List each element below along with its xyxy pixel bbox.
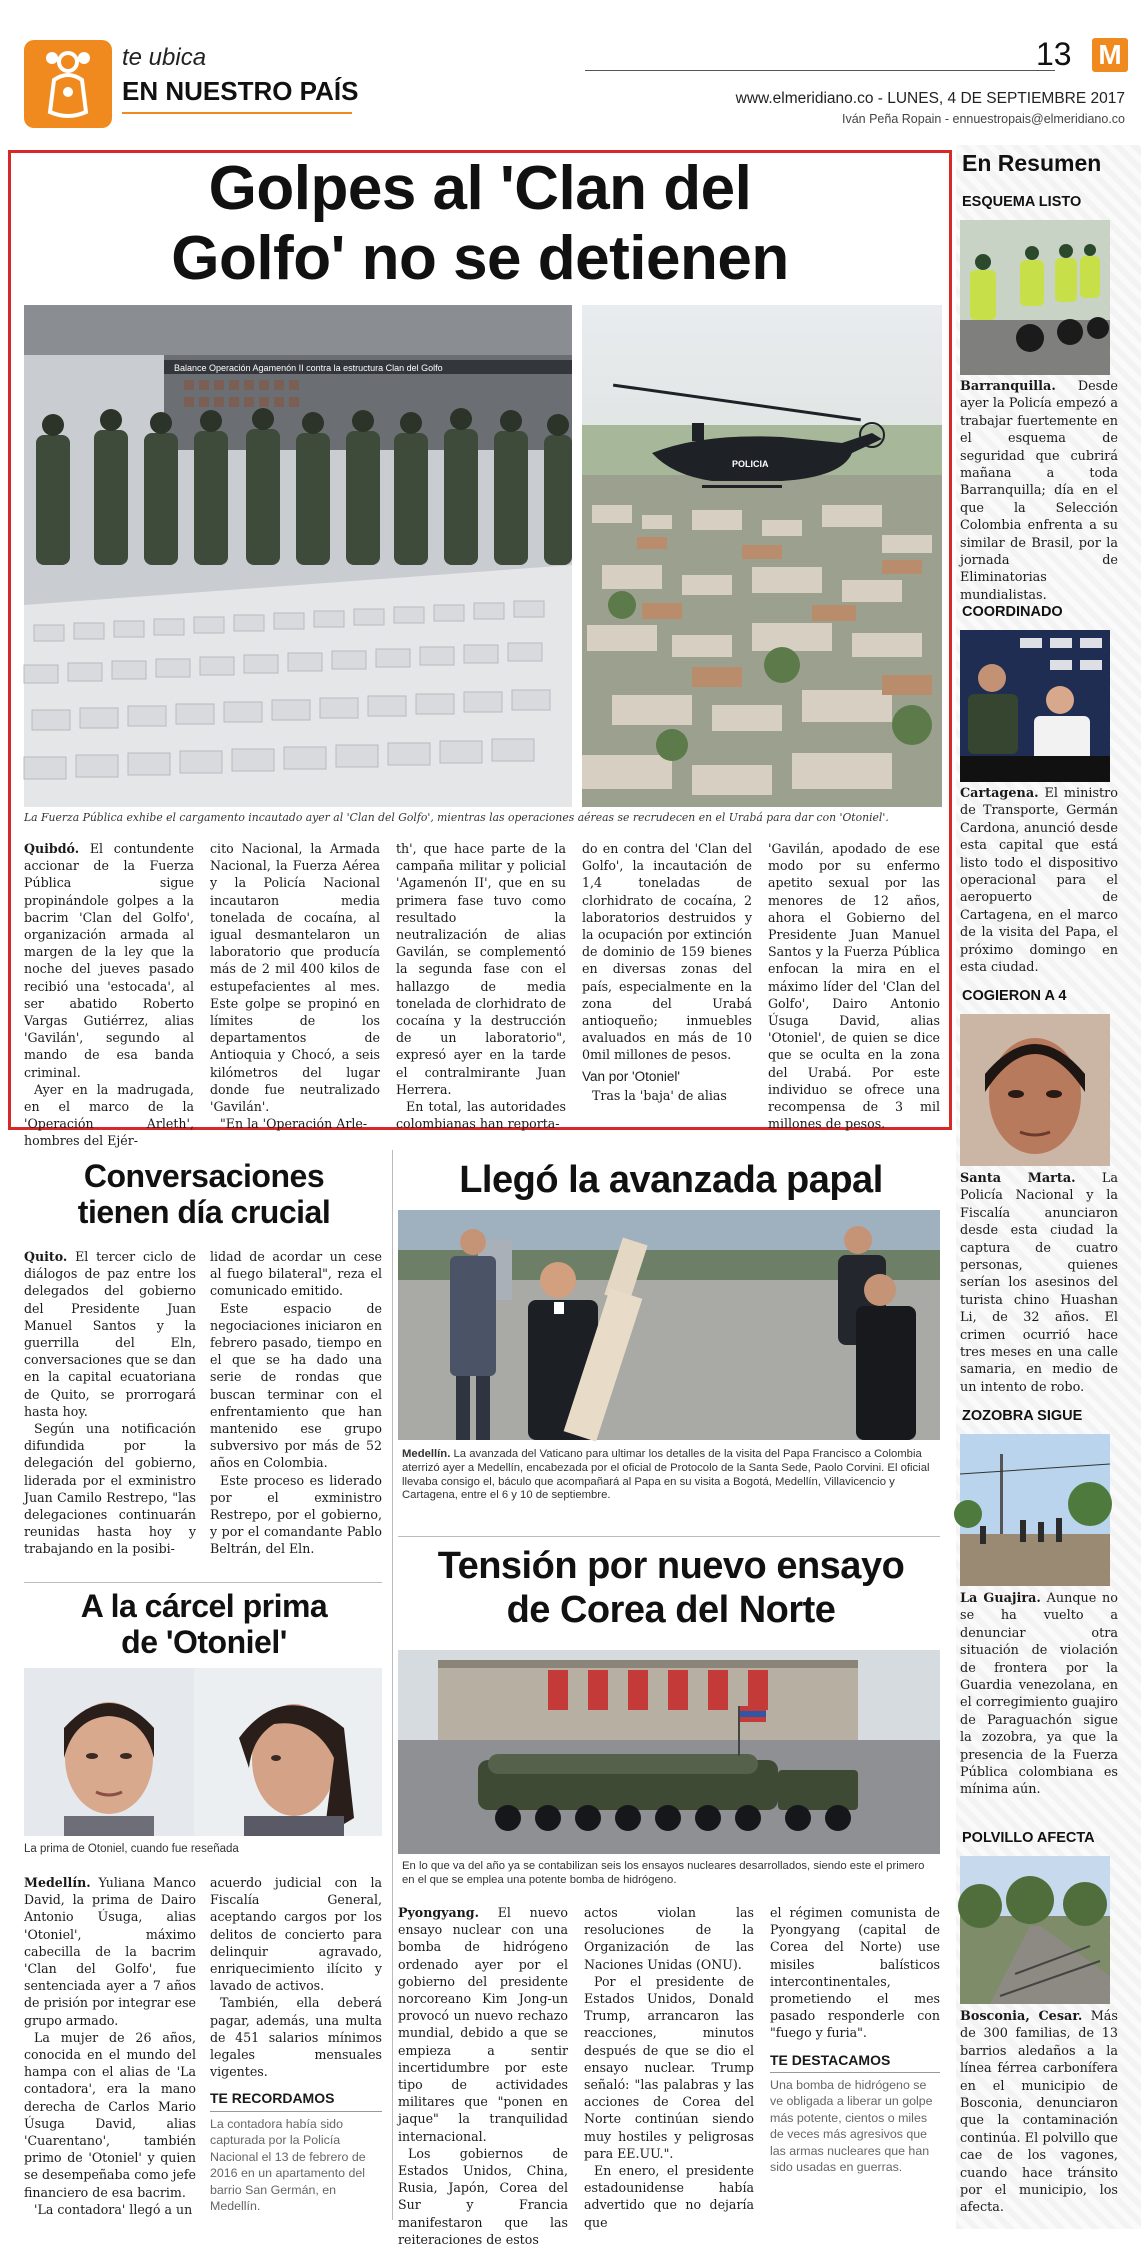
sidebar-item-4-lead: Bosconia, Cesar. [960,2009,1083,2024]
lead-col-1 [24,840,194,1149]
byline: Iván Peña Ropain - ennuestropais@elmeridiano.co [842,112,1125,126]
left-divider [24,1582,382,1583]
dateline-quito: Quito. [24,1249,68,1264]
subhead-otoniel: Van por 'Otoniel' [582,1068,680,1084]
logo-m: M [1092,38,1128,72]
section-small-label: te ubica [122,44,207,71]
papal-photo [398,1210,940,1440]
banner-text: Balance Operación Agamenón II contra la estructura Clan del Golfo [174,363,443,373]
corea-col-2 [584,1904,754,2230]
prima-headline [14,1588,394,1660]
helicopter-label: POLICIA [732,459,769,469]
conversaciones-col-2 [210,1248,382,1576]
corea-col-1-text-b: Los gobiernos de Estados Unidos, China, Rusia, Japón, Corea del Sur y Francia manifestaron que las reiteraciones de estos [398,2145,568,2247]
te-destacamos-head: TE DESTACAMOS [770,2052,940,2073]
page-number: 13 [1036,36,1072,72]
lead-col-4-text: do en contra del 'Clan del Golfo', la incautación de 1,4 toneladas de clorhidrato de cocaína, 2 laboratorios destruidos y la ocupación por extinción de dominio de 159 bienes en diversas zonas del país, especialmente en la zona del Urabá antioqueño; inmuebles avaluados en más de 10 0mil millones de pesos. [582,841,752,1063]
conversaciones-col-1 [24,1248,196,1576]
prima-caption: La prima de Otoniel, cuando fue reseñada [24,1843,239,1855]
prima-col-1-text-b: La mujer de 26 años, conocida en el mundo del hampa con el alias de 'La contadora', era la mano derecha de Carlos Mario Úsuga David, alias 'Cuarentano', también primo de 'Otoniel' y quien se desempeñaba como jefe financiero de esa bacrim. [24,2029,196,2200]
corea-col-1-text: El nuevo ensayo nuclear con una bomba de hidrógeno ordenado ayer por el gobierno del presidente norcoreano Kim Jong-un provocó un nuevo rechazo mundial, debido a que se empieza a sentir incertidumbre por este tipo de actividades militares que "ponen en jaque" la tranquilidad internacional. [398,1905,568,2144]
conversaciones-headline [14,1158,394,1230]
corea-col-2-text-b: Por el presidente de Estados Unidos, Donald Trump, arrancaron las reacciones, minutos después de que se dio el ensayo nuclear. Trump señaló: "las palabras y las acciones de Corea del Norte continúan siendo muy hostiles y peligrosas para EE.UU.". [584,1973,754,2161]
lead-col-1-text-b: Ayer en la madrugada, en el marco de la 'Operación Arleth', hombres del Ejér- [24,1081,194,1149]
lead-col-3-text-b: En total, las autoridades colombianas han reporta- [396,1099,566,1132]
lead-col-2-text-b: "En la 'Operación Arle- [220,1116,368,1132]
corea-headline [396,1544,946,1632]
header-rule [122,112,352,114]
conversaciones-line1: Conversaciones [83,1158,325,1194]
helicopter-photo [582,305,942,807]
conversaciones-col-1-text: El tercer ciclo de diálogos de paz entre los delegados del gobierno del Presidente Juan Manuel Santos y la guerrilla del Eln, conversaciones que se dan en la capital ecuatoriana de Quito, se prorrogará hasta hoy. [24,1249,196,1419]
figure-icon [24,40,112,128]
prima-line2: de 'Otoniel' [121,1624,287,1660]
sidebar-item-1-body: El ministro de Transporte, Germán Cardona, anunció desde esta capital que está listo todo el dispositivo operacional para el aeropuerto de Cartagena, en el marco de la visita del Papa, el próximo domingo en esta ciudad. [960,786,1118,976]
papal-caption-lead: Medellín. [402,1448,451,1460]
sidebar-item-2-lead: Santa Marta. [960,1171,1076,1186]
conversaciones-line2: tienen día crucial [77,1194,331,1230]
sidebar-item-0-lead: Barranquilla. [960,379,1056,394]
sidebar-item-3-text [960,1590,1118,1822]
police-motorcycles-photo [960,220,1110,375]
center-divider [398,1536,940,1537]
suspect-photo [960,1014,1110,1166]
lead-col-3-text: th', que hace parte de la campaña militar y policial 'Agamenón II', que en su primera fase tuvo como resultado la neutralización de alias Gavilán, se complementó la segunda fase con el hallazgo de media tonelada de clorhidrato de cocaína y la destrucción de un laboratorio", expresó ayer en la tarde el contralmirante Juan Herrera. [396,841,566,1097]
dateline-pyongyang: Pyongyang. [398,1905,479,1920]
corea-caption: En lo que va del año ya se contabilizan seis los ensayos nucleares desarrollados, siendo este el primero en el que se emplea una potente bomba de hidrógeno. [402,1860,925,1886]
sidebar-item-1-head: COORDINADO [962,604,1063,620]
lead-col-1-text: El contundente accionar de la Fuerza Pública sigue propinándole golpes a la bacrim 'Clan del Golfo', organización armada al margen de la ley que la noche del jueves pasado recibió una 'estocada', al ser abatido Roberto Vargas Gutiérrez, alias 'Gavilán', segundo al mando de esa banda criminal. [24,841,194,1080]
lead-col-4 [582,840,752,1122]
sidebar-item-3-body: Aunque no se ha vuelto a denunciar otra situación de violación de frontera por la Guardia venezolana, en el corregimiento guajiro de Paraguachón sigue la zozobra, ya que la presencia de la Fuerza Pública colombiana es mínima aún. [960,1591,1118,1798]
section-big-label: EN NUESTRO PAÍS [122,76,359,106]
corea-col-3 [770,1904,940,2224]
corea-col-2-text: actos violan las resoluciones de la Organización de las Naciones Unidas (ONU). [584,1905,754,1972]
lead-col-2 [210,840,380,1132]
lead-col-3 [396,840,566,1132]
corea-col-1 [398,1904,568,2247]
dateline-quibdo: Quibdó. [24,841,80,856]
corea-col-3-text: el régimen comunista de Pyongyang (capital de Corea del Norte) use misiles balísticos intercontinentales, prometiendo el mes pasado responderle con "fuego y furia". [770,1905,940,2041]
top-rule [585,70,1055,71]
lead-col-5 [768,840,940,1132]
conversaciones-col-1-text-b: Según una notificación difundida por la delegación del gobierno, liderada por el exministro Juan Camilo Restrepo, "las delegaciones continuarán reunidas hasta hoy y trabajando en la posibi- [24,1421,196,1557]
sidebar-item-3-head: ZOZOBRA SIGUE [962,1408,1083,1424]
corea-line2: de Corea del Norte [506,1589,836,1631]
lead-col-5-text: 'Gavilán, apodado de ese modo por su enfermo apetito sexual por las menores de 12 años, ahora el Gobierno del Presidente Juan Manuel Santos y la Fuerza Pública enfocan la mira en el máximo líder del 'Clan del Golfo', Dairo Antonio Úsuga David, alias 'Otoniel', de quien se dice que se oculta en la zona del Urabá. Por este individuo se ofrece una recompensa de 3 mil millones de pesos. [768,841,940,1132]
sidebar-item-3-lead: La Guajira. [960,1591,1041,1606]
minister-press-photo [960,630,1110,782]
papal-headline: Llegó la avanzada papal [459,1159,883,1201]
prima-col-2-text: acuerdo judicial con la Fiscalía General, aceptando cargos por los delitos de concierto para delinquir agravado, enriquecimiento ilícito y lavado de activos. [210,1875,382,1994]
papal-caption-text: La avanzada del Vaticano para ultimar los detalles de la visita del Papa Francisco a Colombia aterrizó ayer a Medellín, encabezada por el oficial de Protocolo de la Santa Sede, Paolo Corvini. El oficial llevaba consigo el, báculo que acompañará al Papa en su visita a Bogotá, Medellín, Villavicencio y Cartagena, entre el 6 y 10 de septiembre. [402,1448,930,1502]
te-recordamos-text: La contadora había sido capturada por la Policía Nacional el 13 de febrero de 2016 en un apartamento del barrio San Germán, en Medellín. [210,2116,366,2214]
corea-col-2-text-c: En enero, el presidente estadounidense había advertido que no dejaría que [584,2163,754,2230]
sidebar-item-4-text [960,2008,1118,2226]
conversaciones-col-2-text-c: Este proceso es liderado por el exministro Restrepo, por el gobierno, y por el comandante Pablo Beltrán, del Eln. [210,1472,382,1557]
sidebar-title: En Resumen [962,150,1102,176]
papal-caption [402,1448,936,1503]
border-street-photo [960,1434,1110,1586]
prima-col-1 [24,1874,196,2224]
railway-photo [960,1856,1110,2004]
section-logo [24,40,112,128]
conversaciones-col-2-text: lidad de acordar un cese al fuego bilateral", reza el comunicado emitido. [210,1249,382,1299]
lead-photo-caption: La Fuerza Pública exhibe el cargamento incautado ayer al 'Clan del Golfo', mientras las operaciones aéreas se recrudecen en el Urabá para dar con 'Otoniel'. [24,811,889,824]
sidebar-item-1-text [960,785,1118,975]
te-destacamos-text: Una bomba de hidrógeno se ve obligada a liberar un golpe más potente, cientos o miles de veces más agresivos que las armas nucleares que han sido usadas en guerras. [770,2077,933,2175]
seizure-photo [24,305,572,807]
lead-col-2-text: cito Nacional, la Armada Nacional, la Fuerza Aérea y la Policía Nacional incautaron media tonelada de cocaína, al igual desmantelaron un laboratorio que producía más de 2 mil 400 kilos de estupefacientes al mes. Este golpe se propinó en límites de los departamentos de Antioquia y Chocó, a seis kilómetros del lugar donde fue neutralizado 'Gavilán'. [210,841,380,1115]
lead-headline-line2: Golfo' no se detienen [171,224,789,293]
prima-line1: A la cárcel prima [80,1588,328,1624]
dateline: www.elmeridiano.co - LUNES, 4 DE SEPTIEMBRE 2017 [735,90,1125,107]
sidebar-item-2-head: COGIERON A 4 [962,988,1067,1004]
corea-line1: Tensión por nuevo ensayo [437,1545,905,1587]
conversaciones-col-2-text-b: Este espacio de negociaciones iniciaron en febrero pasado, tiempo en el que se ha dado una serie de rondas que buscan terminar con el enfrentamiento que han mantenido ese grupo subversivo por más de 52 años en Colombia. [210,1300,382,1471]
sidebar-item-2-text [960,1170,1118,1406]
prima-col-1-text-c: 'La contadora' llegó a un [34,2201,193,2217]
sidebar-item-2-body: La Policía Nacional y la Fiscalía anunciaron desde esta ciudad la captura de cuatro personas, quienes serían los asesinos del turista chino Huashan Li, de 32 años. El crimen ocurrió hace tres meses en una calle samaria, en medio de un intento de robo. [960,1171,1118,1395]
sidebar-item-0-head: ESQUEMA LISTO [962,194,1082,210]
lead-col-4-text-b: Tras la 'baja' de alias [592,1087,727,1103]
dateline-medellin: Medellín. [24,1875,91,1890]
sidebar-item-0-text [960,378,1118,603]
prima-col-2-text-b: También, ella deberá pagar, además, una multa de 451 salarios mínimos legales mensuales vigentes. [210,1995,382,2080]
prima-col-1-text: Yuliana Manco David, la prima de Dairo Antonio Úsuga, alias 'Otoniel', máximo cabecilla de la bacrim 'Clan del Golfo', fue sentenciada ayer a 7 años de prisión por integrar ese grupo armado. [24,1875,196,2028]
te-recordamos-head: TE RECORDAMOS [210,2090,382,2111]
prima-mugshot-photo [24,1668,382,1836]
sidebar-item-0-body: Desde ayer la Policía empezó a trabajar fuertemente en el esquema de seguridad que cubrirá mañana a toda Barranquilla; día en el que la Selección Colombia enfrenta a su similar de Brasil, por la jornada de Eliminatorias mundialistas. [960,379,1118,603]
sidebar-item-1-lead: Cartagena. [960,786,1039,801]
center-vertical-divider [392,1150,393,2220]
lead-headline-line1: Golpes al 'Clan del [208,154,752,223]
sidebar-item-4-head: POLVILLO AFECTA [962,1830,1095,1846]
corea-parade-photo [398,1650,940,1854]
sidebar-item-4-body: Más de 300 familias, de 13 barrios aledaños a la línea férrea carbonífera en el municipio de Bosconia, denunciaron que la contaminación continúa. El polvillo que cae de los vagones, cuando hace tránsito por el municipio, los afecta. [960,2009,1118,2216]
lead-headline [20,154,940,294]
prima-col-2 [210,1874,382,2224]
